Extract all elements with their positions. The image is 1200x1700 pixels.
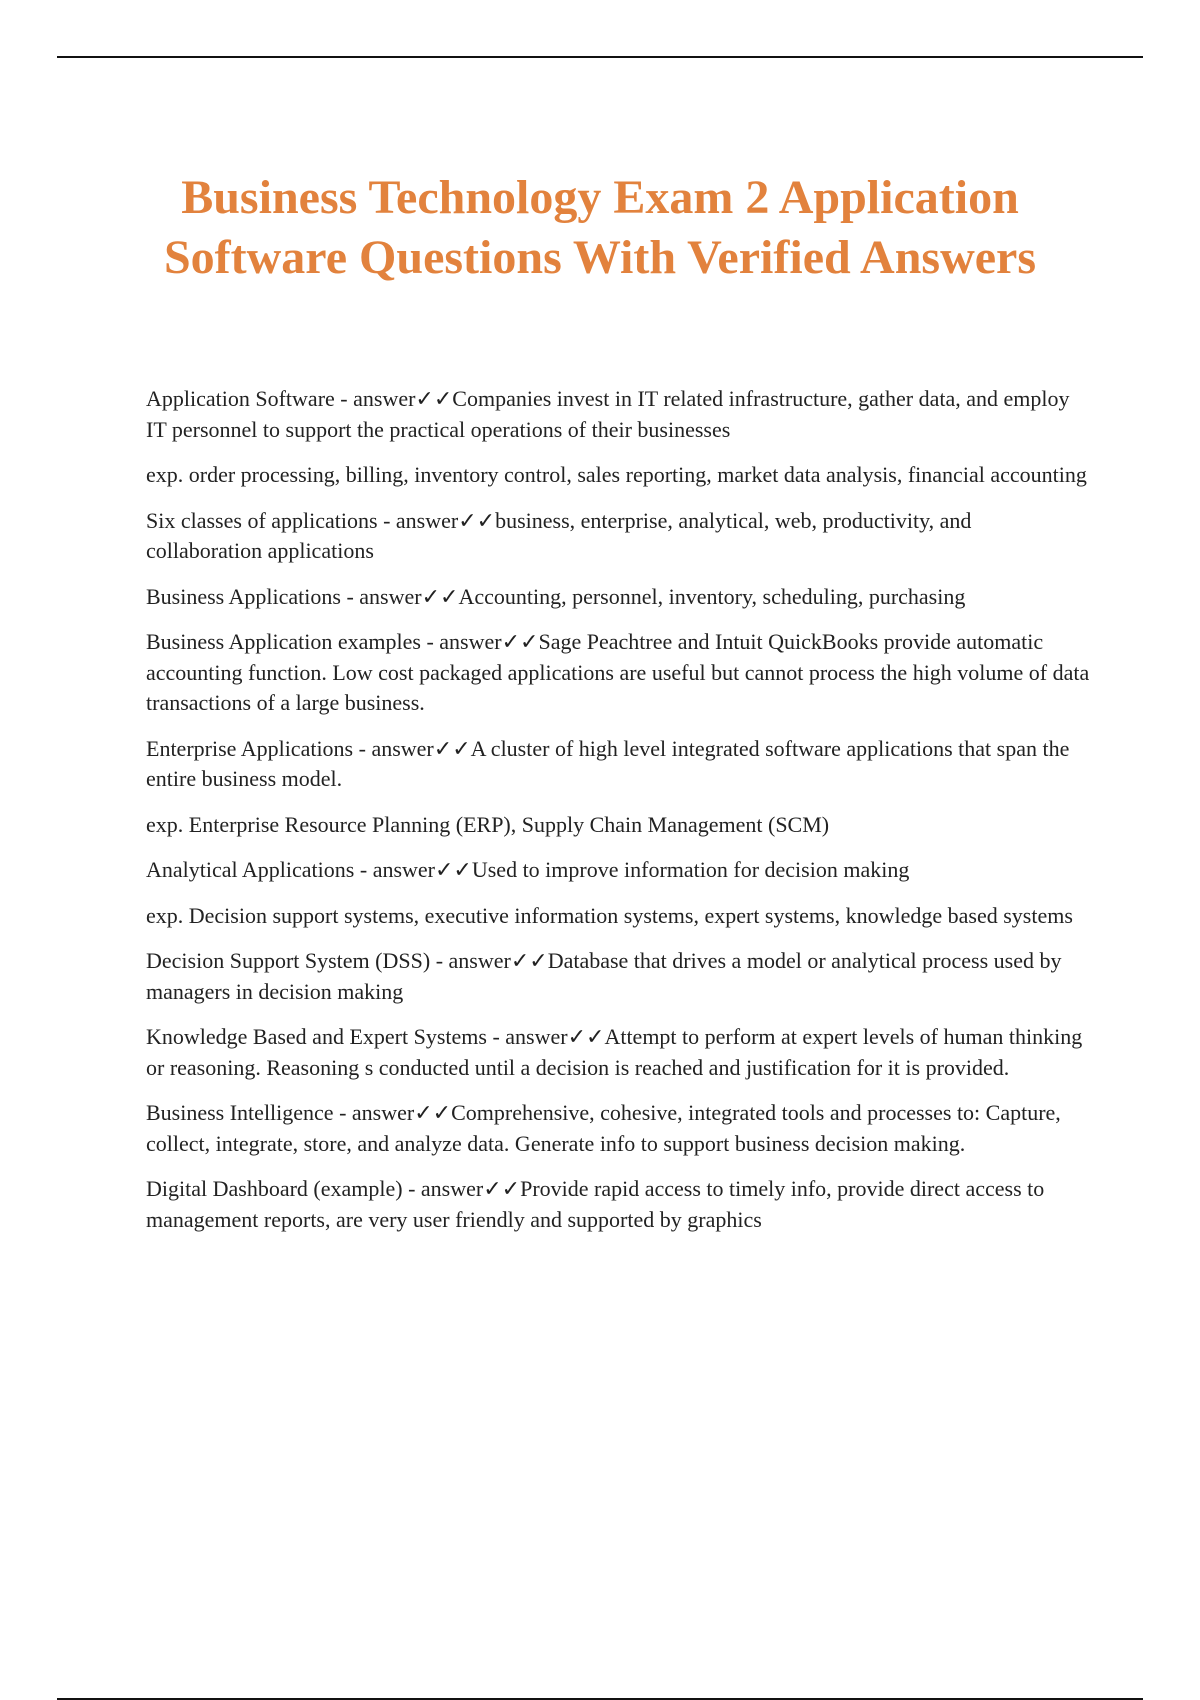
qa-entry bbox=[146, 1098, 1091, 1159]
entry-answer: business, enterprise, analytical, web, productivity, and collaboration applications bbox=[146, 507, 972, 563]
example-entry bbox=[146, 460, 1091, 491]
qa-entry bbox=[146, 946, 1091, 1007]
answer-marker: answer✓✓ bbox=[395, 507, 496, 533]
entry-term: Business Applications - bbox=[146, 584, 359, 609]
entry-text: exp. Decision support systems, executive information systems, expert systems, knowledge based systems bbox=[146, 902, 1073, 928]
qa-entry bbox=[146, 734, 1091, 795]
answer-marker: answer✓✓ bbox=[372, 857, 472, 882]
entry-answer: Sage Peachtree and Intuit QuickBooks provide automatic accounting function. Low cost packaged applications are useful but cannot process the high volume of data transactions of a large business. bbox=[146, 629, 1090, 715]
entry-answer: Database that drives a model or analytical process used by managers in decision making bbox=[146, 948, 1062, 1004]
qa-entries bbox=[146, 384, 1091, 1250]
entry-answer: A cluster of high level integrated software applications that span the entire business model. bbox=[146, 735, 1070, 791]
document-title: Business Technology Exam 2 Application Software Questions With Verified Answers bbox=[163, 171, 1037, 284]
answer-marker: answer✓✓ bbox=[371, 735, 471, 761]
entry-text: exp. Enterprise Resource Planning (ERP), Supply Chain Management (SCM) bbox=[146, 811, 830, 837]
entry-answer: Used to improve information for decision making bbox=[471, 857, 910, 882]
entry-term: Business Intelligence - bbox=[146, 1100, 352, 1125]
entry-term: Decision Support System (DSS) - bbox=[146, 948, 449, 973]
answer-marker: answer✓✓ bbox=[448, 948, 548, 973]
entry-term: Business Application examples - bbox=[146, 629, 439, 654]
entry-text: exp. order processing, billing, inventory control, sales reporting, market data analysis, financial accounting bbox=[146, 462, 1087, 487]
entry-term: Enterprise Applications - bbox=[146, 736, 371, 761]
entry-answer: Companies invest in IT related infrastructure, gather data, and employ IT personnel to support the practical operations of their businesses bbox=[146, 386, 1070, 442]
qa-entry bbox=[146, 384, 1091, 445]
answer-marker: answer✓✓ bbox=[439, 629, 539, 654]
entry-answer: Accounting, personnel, inventory, scheduling, purchasing bbox=[458, 583, 966, 609]
qa-entry bbox=[146, 855, 1091, 886]
entry-term: Knowledge Based and Expert Systems - bbox=[146, 1024, 505, 1049]
answer-marker: answer✓✓ bbox=[353, 386, 453, 411]
answer-marker: answer✓✓ bbox=[359, 583, 459, 609]
qa-entry bbox=[146, 1174, 1091, 1235]
entry-term: Analytical Applications - bbox=[146, 857, 373, 882]
example-entry bbox=[146, 810, 1091, 841]
answer-marker: answer✓✓ bbox=[505, 1024, 605, 1049]
entry-term: Application Software - bbox=[146, 386, 353, 411]
entry-term: Digital Dashboard (example) - bbox=[146, 1176, 421, 1201]
top-rule bbox=[57, 56, 1143, 58]
entry-term: Six classes of applications - bbox=[146, 508, 396, 533]
entry-answer: Comprehensive, cohesive, integrated tools and processes to: Capture, collect, integrate, store, and analyze data. Generate info to support business decision making. bbox=[146, 1100, 1061, 1156]
answer-marker: answer✓✓ bbox=[351, 1100, 452, 1125]
entry-answer: Provide rapid access to timely info, provide direct access to management reports, are very user friendly and supported by graphics bbox=[146, 1176, 1045, 1232]
qa-entry bbox=[146, 582, 1091, 613]
example-entry bbox=[146, 901, 1091, 932]
qa-entry bbox=[146, 1022, 1091, 1083]
entry-answer: Attempt to perform at expert levels of human thinking or reasoning. Reasoning s conducted until a decision is reached and justification for it is provided. bbox=[146, 1024, 1083, 1080]
qa-entry bbox=[146, 627, 1091, 719]
qa-entry bbox=[146, 506, 1091, 567]
answer-marker: answer✓✓ bbox=[420, 1176, 521, 1201]
